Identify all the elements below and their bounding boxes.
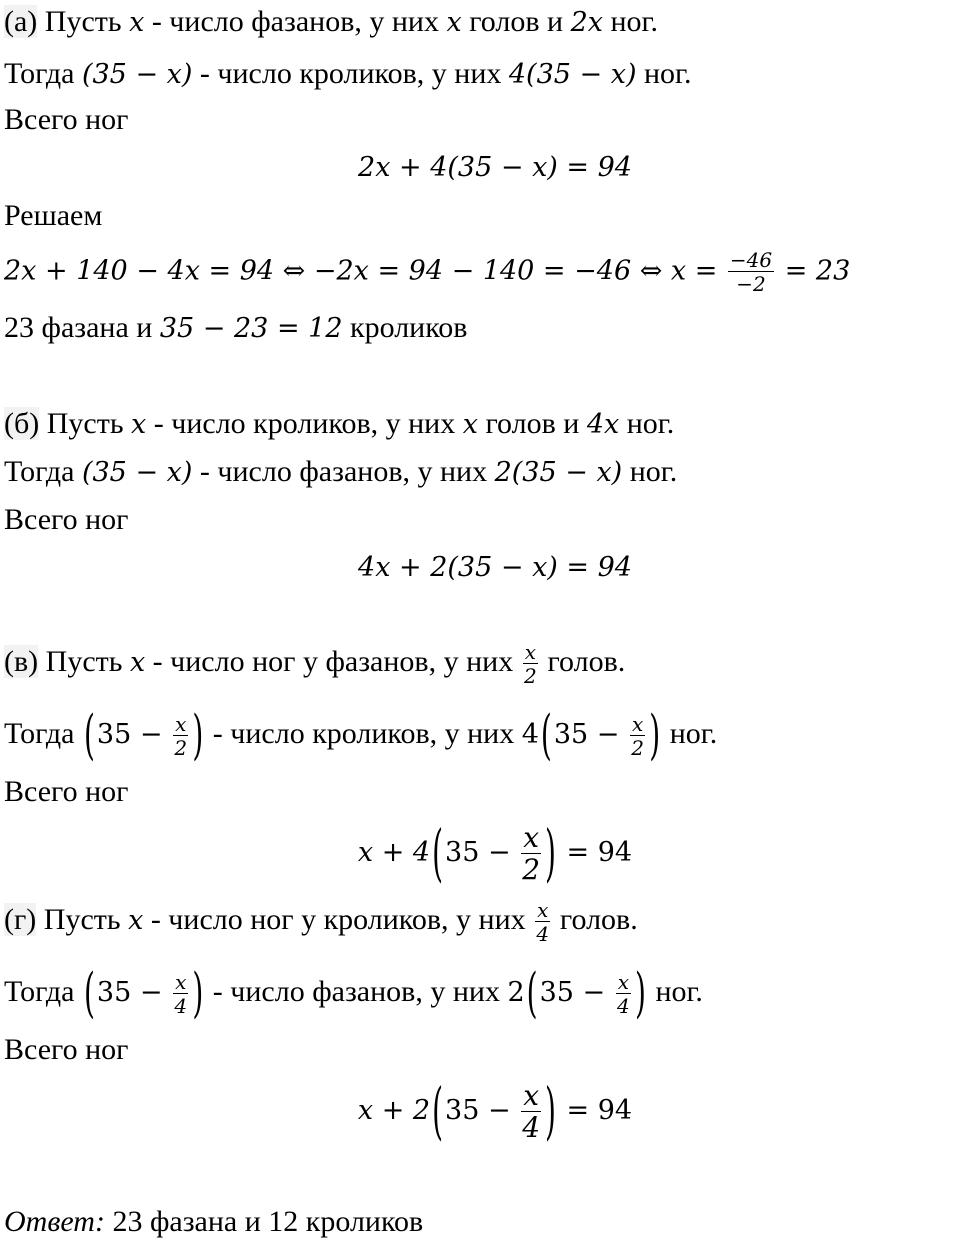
paren-right: ) (192, 961, 204, 1025)
fraction-denominator: 2 (523, 664, 537, 688)
math-expr: 4 (521, 718, 539, 750)
text: Пусть (38, 644, 130, 678)
text: ног. (602, 5, 658, 38)
paren-left: ( (83, 703, 95, 767)
text: голов и (461, 5, 571, 38)
part-b-line-3: Всего ног (4, 503, 129, 536)
paren-left: ( (83, 961, 95, 1025)
text: Тогда (4, 974, 82, 1008)
math-expr: 35 − (96, 976, 172, 1008)
paren-left: ( (526, 961, 538, 1025)
text: голов. (539, 644, 626, 678)
math-expr: 35 − (553, 718, 629, 750)
fraction-numerator: x (523, 1079, 539, 1113)
paren-right: ) (649, 703, 661, 767)
math-expr: (35 − x) (81, 59, 193, 90)
part-b-line-1 (4, 406, 674, 443)
fraction-denominator: 4 (174, 994, 188, 1018)
fraction (630, 714, 645, 758)
math-x: x (462, 409, 478, 440)
paren-left: ( (432, 816, 444, 890)
part-v-line-3: Всего ног (4, 775, 129, 808)
part-a-equation: 2x + 4(35 − x) = 94 (358, 152, 632, 183)
fraction (173, 972, 188, 1016)
fraction (521, 1079, 541, 1145)
text: ног. (647, 974, 703, 1008)
fraction-numerator: x (523, 821, 539, 855)
math-expr: 2 (507, 976, 525, 1008)
part-g-equation (0, 1074, 960, 1148)
text: ног. (662, 716, 718, 750)
part-v-line-2 (4, 703, 718, 767)
math-expr: 2x + 140 − 4x = 94 ⇔ −2x = 94 − 140 = −46 ⇔ x = (4, 255, 726, 287)
part-a-result (4, 310, 467, 347)
fraction (616, 972, 631, 1016)
text: Пусть (39, 407, 132, 440)
math-expr: (35 − x) (81, 457, 193, 488)
math-x: x (446, 7, 462, 38)
math-expr: = 23 (776, 255, 851, 287)
math-2x: 2x (570, 7, 603, 38)
math-x: x (129, 7, 145, 38)
math-expr: 4(35 − x) (508, 59, 637, 90)
text: - число кроликов, у них (192, 57, 509, 90)
math-expr: = 94 (557, 1095, 633, 1126)
text: голов и (477, 407, 587, 440)
math-x: x (128, 904, 144, 936)
text: Пусть (36, 902, 129, 936)
part-v-line-1 (4, 642, 625, 686)
part-a-solve-heading: Решаем (4, 199, 103, 232)
part-a-solution (4, 250, 850, 294)
text: кроликов (342, 311, 468, 344)
text: - число ног у фазанов, у них (145, 644, 521, 678)
text: Тогда (4, 57, 82, 90)
fraction-numerator: x (524, 640, 536, 664)
text: - число кроликов, у них (146, 407, 463, 440)
text: 23 фазана и (4, 311, 160, 344)
fraction (523, 642, 538, 686)
math-expr: x + 2 (357, 1095, 431, 1126)
math-expr: 35 − (539, 976, 614, 1008)
part-a-label: (а) (4, 5, 38, 38)
part-b-equation: 4x + 2(35 − x) = 94 (358, 552, 632, 583)
fraction-numerator: x (175, 970, 187, 994)
math-expr: x + 4 (357, 837, 431, 868)
text: ног. (619, 407, 675, 440)
part-g-line-1 (4, 900, 638, 944)
fraction-denominator: 4 (617, 994, 630, 1018)
text: - число фазанов, у них (144, 5, 447, 38)
paren-right: ) (635, 961, 646, 1025)
fraction (173, 714, 188, 758)
text: - число фазанов, у них (192, 455, 495, 488)
fraction-numerator: x (537, 898, 549, 922)
fraction-denominator: 4 (536, 922, 550, 946)
text: - число фазанов, у них (205, 974, 508, 1008)
fraction-denominator: 2 (522, 853, 541, 887)
fraction-numerator: −46 (729, 248, 773, 272)
text: - число кроликов, у них (205, 716, 522, 750)
part-v-label: (в) (4, 644, 39, 678)
part-g-line-3: Всего ног (4, 1033, 129, 1066)
math-x: x (129, 646, 146, 678)
math-x: x (131, 409, 147, 440)
answer-text: 23 фазана и 12 кроликов (104, 1205, 424, 1238)
fraction-denominator: 4 (522, 1111, 541, 1145)
text: - число ног у кроликов, у них (143, 902, 534, 936)
fraction-numerator: x (175, 712, 187, 736)
paren-left: ( (432, 1074, 444, 1148)
fraction-numerator: x (617, 970, 630, 994)
part-a-line-1 (4, 4, 658, 41)
text: ног. (636, 57, 692, 90)
math-expr: 35 − (96, 718, 172, 750)
math-expr: 35 − (445, 837, 520, 868)
text: ног. (622, 455, 678, 488)
paren-left: ( (540, 703, 552, 767)
math-4x: 4x (586, 409, 620, 440)
part-b-label: (б) (4, 407, 40, 440)
part-b-line-2 (4, 454, 677, 491)
answer-line (4, 1204, 423, 1240)
paren-right: ) (545, 816, 556, 890)
part-g-line-2 (4, 961, 703, 1025)
text: голов. (552, 902, 638, 936)
part-a-line-2 (4, 56, 691, 93)
fraction-denominator: 2 (174, 736, 188, 760)
fraction-denominator: 2 (631, 736, 645, 760)
paren-right: ) (192, 703, 204, 767)
text: Пусть (37, 5, 130, 38)
text: Тогда (4, 455, 82, 488)
math-expr: = 94 (557, 837, 633, 868)
text: Тогда (4, 716, 82, 750)
fraction (728, 250, 774, 294)
math-expr: 35 − (445, 1095, 520, 1126)
part-v-equation (0, 816, 960, 890)
fraction-denominator: −2 (736, 272, 766, 296)
paren-right: ) (545, 1074, 556, 1148)
math-expr: 35 − 23 = 12 (159, 313, 343, 344)
part-a-line-3: Всего ног (4, 103, 129, 136)
answer-label: Ответ: (4, 1205, 105, 1238)
part-g-label: (г) (4, 902, 37, 936)
fraction (535, 900, 550, 944)
fraction (521, 821, 541, 887)
fraction-numerator: x (632, 712, 644, 736)
math-expr: 2(35 − x) (494, 457, 623, 488)
